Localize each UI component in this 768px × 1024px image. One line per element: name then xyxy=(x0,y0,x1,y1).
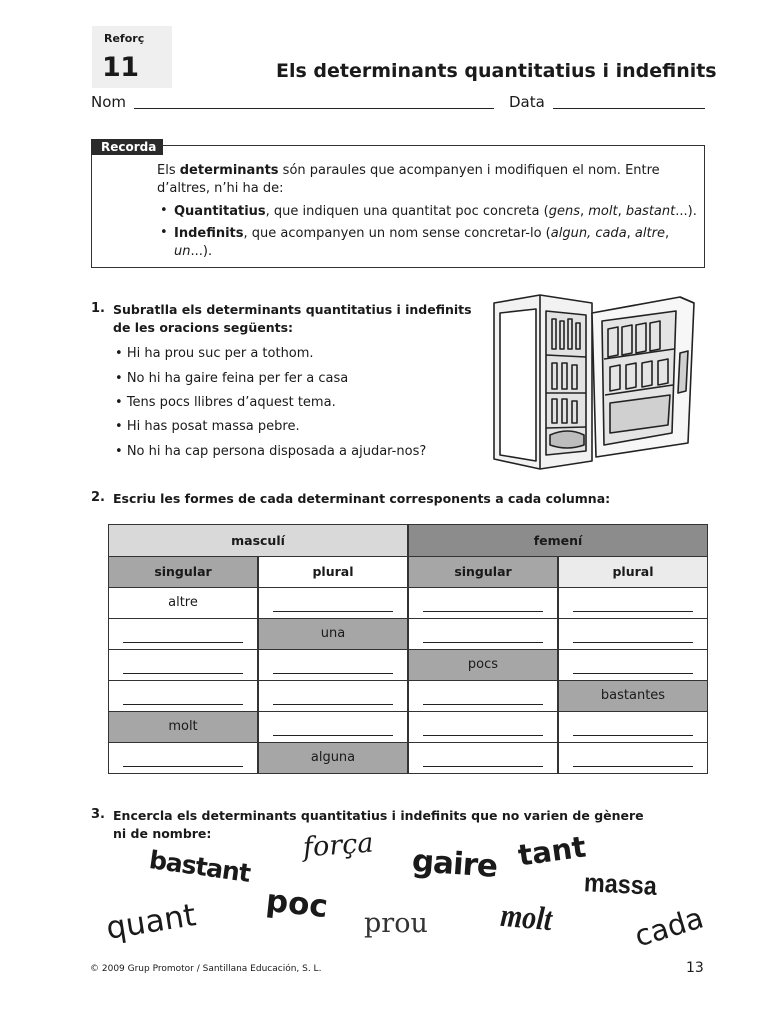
table-cell-prefilled: molt xyxy=(108,711,258,743)
activity3-number: 3. xyxy=(91,807,105,822)
table-cell-blank[interactable] xyxy=(258,649,408,681)
table-cell-blank[interactable] xyxy=(408,680,558,712)
sentence-item[interactable]: • Hi ha prou suc per a tothom. xyxy=(115,346,314,361)
sentence-item[interactable]: • No hi ha cap persona disposada a ajudar-nos? xyxy=(115,444,427,459)
table-cell-blank[interactable] xyxy=(108,742,258,774)
table-cell-prefilled: una xyxy=(258,618,408,650)
sentence-item[interactable]: • Hi has posat massa pebre. xyxy=(115,419,300,434)
table-cell-blank[interactable] xyxy=(258,587,408,619)
subheader-fem-singular: singular xyxy=(408,556,558,588)
table-cell-blank[interactable] xyxy=(408,742,558,774)
recorda-intro-line2: d’altres, n’hi ha de: xyxy=(157,181,284,196)
header-femeni: femení xyxy=(408,524,708,558)
recorda-intro: Els determinants són paraules que acompanyen i modifiquen el nom. Entre xyxy=(157,163,660,178)
sentence-item[interactable]: • Tens pocs llibres d’aquest tema. xyxy=(115,395,336,410)
table-cell-blank[interactable] xyxy=(558,742,708,774)
recorda-tag: Recorda xyxy=(91,139,163,155)
table-cell-prefilled: pocs xyxy=(408,649,558,681)
unit-label: Reforç xyxy=(104,32,145,45)
table-cell-prefilled: altre xyxy=(108,587,258,619)
unit-number: 11 xyxy=(102,52,139,83)
table-cell-blank[interactable] xyxy=(558,587,708,619)
table-cell-blank[interactable] xyxy=(558,649,708,681)
table-cell-blank[interactable] xyxy=(558,618,708,650)
word-massa[interactable]: massa xyxy=(583,867,658,901)
word-gaire[interactable]: gaire xyxy=(410,843,499,885)
activity1-instruction: Subratlla els determinants quantitatius i indefinits xyxy=(113,302,472,317)
date-line[interactable] xyxy=(553,108,705,109)
word-cada[interactable]: cada xyxy=(630,900,708,954)
name-line[interactable] xyxy=(134,108,494,109)
bullet-dot: • xyxy=(160,225,168,240)
header-masculi: masculí xyxy=(108,524,408,558)
subheader-masc-singular: singular xyxy=(108,556,258,588)
activity1-number: 1. xyxy=(91,301,105,316)
table-cell-blank[interactable] xyxy=(258,680,408,712)
recorda-bullet-indefinits: Indefinits, que acompanyen un nom sense concretar-lo (algun, cada, altre, xyxy=(174,226,670,241)
bullet-dot: • xyxy=(160,203,168,218)
subheader-masc-plural: plural xyxy=(258,556,408,588)
table-cell-blank[interactable] xyxy=(258,711,408,743)
table-cell-prefilled: alguna xyxy=(258,742,408,774)
table-cell-prefilled: bastantes xyxy=(558,680,708,712)
word-prou[interactable]: prou xyxy=(364,908,428,939)
activity3-instruction-line2: ni de nombre: xyxy=(113,826,212,841)
table-cell-blank[interactable] xyxy=(558,711,708,743)
recorda-bullet-indefinits-line2: un...). xyxy=(174,244,213,259)
activity2-instruction: Escriu les formes de cada determinant corresponents a cada columna: xyxy=(113,491,611,506)
page-number: 13 xyxy=(686,960,704,976)
recorda-bullet-quantitatius: Quantitatius, que indiquen una quantitat poc concreta (gens, molt, bastant...). xyxy=(174,204,697,219)
activity1-instruction-line2: de les oracions següents: xyxy=(113,320,294,335)
name-label: Nom xyxy=(91,93,127,111)
table-cell-blank[interactable] xyxy=(108,649,258,681)
table-cell-blank[interactable] xyxy=(408,711,558,743)
word-bastant[interactable]: bastant xyxy=(147,845,252,888)
word-tant[interactable]: tant xyxy=(515,829,588,873)
word-quant[interactable]: quant xyxy=(103,897,199,947)
date-label: Data xyxy=(509,93,545,111)
table-cell-blank[interactable] xyxy=(408,618,558,650)
table-cell-blank[interactable] xyxy=(408,587,558,619)
page-title: Els determinants quantitatius i indefinits xyxy=(276,60,717,82)
word-poc[interactable]: poc xyxy=(264,882,330,926)
activity2-number: 2. xyxy=(91,490,105,505)
copyright: © 2009 Grup Promotor / Santillana Educación, S. L. xyxy=(90,964,322,974)
table-cell-blank[interactable] xyxy=(108,618,258,650)
word-molt[interactable]: molt xyxy=(499,897,554,939)
table-cell-blank[interactable] xyxy=(108,680,258,712)
word-forca[interactable]: força xyxy=(302,827,375,864)
open-fridge-illustration xyxy=(480,283,705,473)
activity3-instruction: Encercla els determinants quantitatius i indefinits que no varien de gènere xyxy=(113,808,644,823)
sentence-item[interactable]: • No hi ha gaire feina per fer a casa xyxy=(115,371,349,386)
subheader-fem-plural: plural xyxy=(558,556,708,588)
